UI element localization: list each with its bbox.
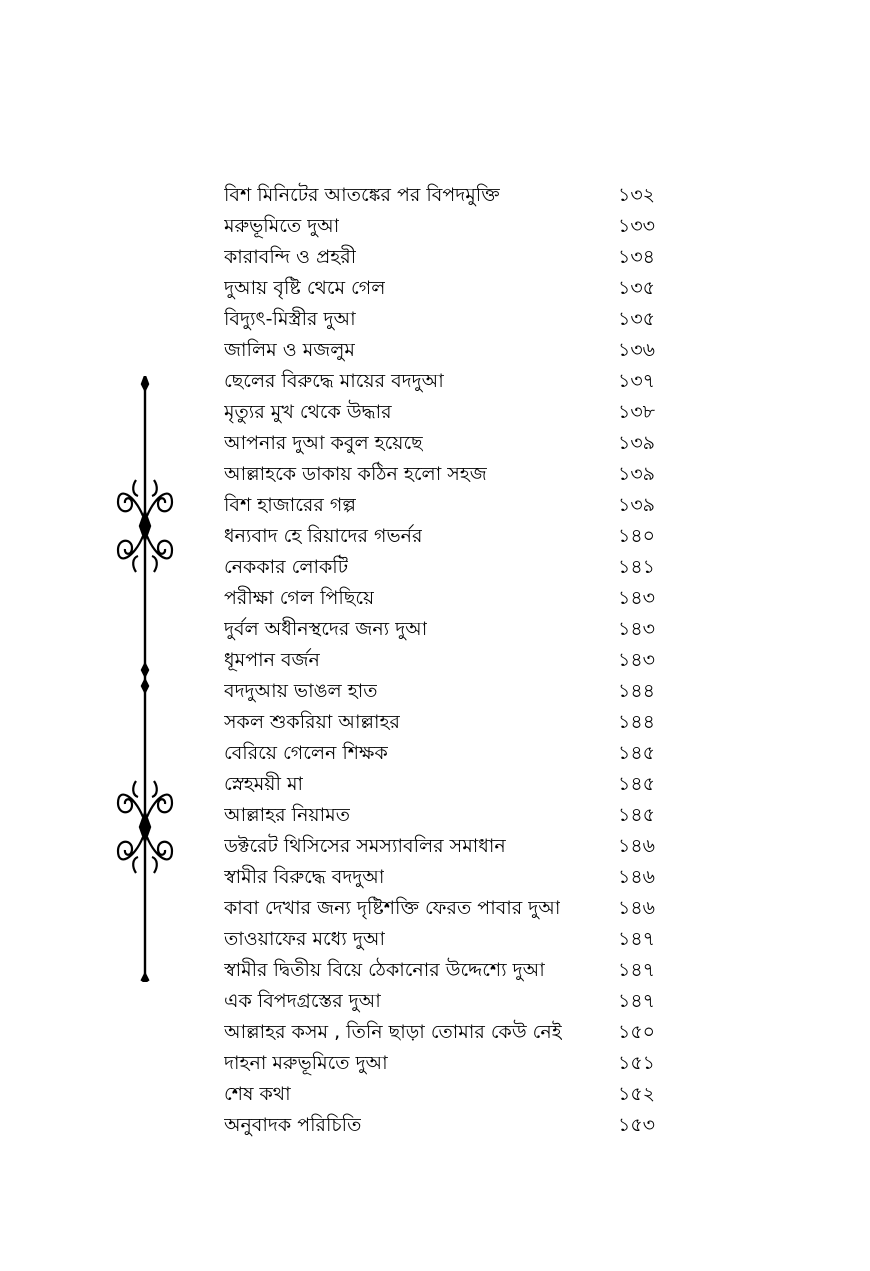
toc-entry-title: এক বিপদগ্রস্তের দুআ <box>224 990 381 1012</box>
toc-entry <box>224 211 664 242</box>
toc-entry-title: অনুবাদক পরিচিতি <box>224 1114 362 1136</box>
toc-entry-page-number: ১৩৯ <box>618 494 656 516</box>
toc-entry-page-number: ১৩৫ <box>618 308 656 330</box>
toc-entry <box>224 831 664 862</box>
toc-entry-title: শেষ কথা <box>224 1083 291 1105</box>
toc-entry-page-number: ১৩৬ <box>618 339 656 361</box>
toc-entry-title: ধূমপান বর্জন <box>224 649 320 671</box>
toc-entry-title: স্বামীর বিরুদ্ধে বদদুআ <box>224 866 385 888</box>
toc-entry-page-number: ১৪৬ <box>618 866 656 888</box>
toc-entry <box>224 707 664 738</box>
toc-entry <box>224 893 664 924</box>
toc-entry-title: আপনার দুআ কবুল হয়েছে <box>224 432 423 454</box>
toc-entry <box>224 614 664 645</box>
toc-entry-page-number: ১৪৫ <box>618 742 655 764</box>
toc-entry <box>224 459 664 490</box>
toc-entry-page-number: ১৩৫ <box>618 277 656 299</box>
toc-entry-title: পরীক্ষা গেল পিছিয়ে <box>224 587 375 609</box>
toc-entry-title: আল্লাহর নিয়ামত <box>224 804 350 826</box>
toc-entry-page-number: ১৩৩ <box>618 215 656 237</box>
toc-entry-title: দাহনা মরুভূমিতে দুআ <box>224 1052 388 1074</box>
toc-entry-page-number: ১৫৩ <box>618 1114 656 1136</box>
toc-entry-page-number: ১৪৭ <box>618 928 656 950</box>
toc-entry <box>224 583 664 614</box>
toc-entry <box>224 738 664 769</box>
toc-entry <box>224 180 664 211</box>
toc-entry-page-number: ১৩৭ <box>618 370 656 392</box>
toc-entry <box>224 769 664 800</box>
toc-entry <box>224 273 664 304</box>
toc-entry <box>224 397 664 428</box>
toc-entry <box>224 1048 664 1079</box>
toc-entry <box>224 335 664 366</box>
toc-entry-title: দুআয় বৃষ্টি থেমে গেল <box>224 277 386 299</box>
toc-entry <box>224 955 664 986</box>
toc-entry <box>224 676 664 707</box>
toc-entry-page-number: ১৩৮ <box>618 401 656 423</box>
toc-entry-page-number: ১৪৫ <box>618 773 655 795</box>
toc-entry-page-number: ১৫১ <box>618 1052 655 1074</box>
toc-entry-page-number: ১৪৩ <box>618 649 656 671</box>
toc-entry-page-number: ১৩৯ <box>618 432 656 454</box>
toc-entry-title: ধন্যবাদ হে রিয়াদের গভর্নর <box>224 525 423 547</box>
toc-entry-page-number: ১৪৭ <box>618 990 656 1012</box>
toc-entry-page-number: ১৪৬ <box>618 835 656 857</box>
toc-entry <box>224 862 664 893</box>
toc-entry-page-number: ১৪৪ <box>618 680 655 702</box>
toc-entry-page-number: ১৪৫ <box>618 804 655 826</box>
toc-entry <box>224 986 664 1017</box>
scroll-ornament-icon <box>110 376 180 982</box>
toc-entry-title: তাওয়াফের মধ্যে দুআ <box>224 928 385 950</box>
toc-entry-title: দুর্বল অধীনস্থদের জন্য দুআ <box>224 618 428 640</box>
toc-entry-title: ছেলের বিরুদ্ধে মায়ের বদদুআ <box>224 370 444 392</box>
toc-entry-page-number: ১৩৯ <box>618 463 656 485</box>
toc-entry <box>224 1017 664 1048</box>
toc-entry-title: জালিম ও মজলুম <box>224 339 355 361</box>
table-of-contents <box>224 180 664 1141</box>
toc-entry <box>224 304 664 335</box>
toc-entry-page-number: ১৪৩ <box>618 618 656 640</box>
toc-entry <box>224 552 664 583</box>
toc-entry <box>224 490 664 521</box>
toc-entry-title: মরুভূমিতে দুআ <box>224 215 340 237</box>
toc-entry-title: কাবা দেখার জন্য দৃষ্টিশক্তি ফেরত পাবার দুআ <box>224 897 561 919</box>
toc-entry-title: বদদুআয় ভাঙল হাত <box>224 680 378 702</box>
toc-entry <box>224 924 664 955</box>
toc-entry <box>224 1110 664 1141</box>
toc-entry-page-number: ১৩২ <box>618 184 656 206</box>
toc-entry-title: বেরিয়ে গেলেন শিক্ষক <box>224 742 388 764</box>
toc-entry-page-number: ১৪৩ <box>618 587 656 609</box>
toc-entry <box>224 428 664 459</box>
toc-entry-page-number: ১৫২ <box>618 1083 656 1105</box>
toc-entry-title: বিশ হাজারের গল্প <box>224 494 356 516</box>
toc-entry <box>224 521 664 552</box>
toc-entry-page-number: ১৪০ <box>618 525 656 547</box>
toc-entry-title: আল্লাহকে ডাকায় কঠিন হলো সহজ <box>224 463 487 485</box>
toc-entry-title: আল্লাহর কসম , তিনি ছাড়া তোমার কেউ নেই <box>224 1021 562 1043</box>
toc-entry-title: ডক্টরেট থিসিসের সমস্যাবলির সমাধান <box>224 835 506 857</box>
toc-entry <box>224 800 664 831</box>
toc-entry-title: নেককার লোকটি <box>224 556 349 578</box>
toc-entry-title: কারাবন্দি ও প্রহরী <box>224 246 357 268</box>
toc-entry <box>224 645 664 676</box>
toc-entry <box>224 366 664 397</box>
toc-entry-page-number: ১৪৬ <box>618 897 656 919</box>
toc-entry-title: বিশ মিনিটের আতঙ্কের পর বিপদমুক্তি <box>224 184 500 206</box>
toc-entry <box>224 242 664 273</box>
toc-entry-title: মৃত্যুর মুখ থেকে উদ্ধার <box>224 401 392 423</box>
toc-entry-page-number: ১৩৪ <box>618 246 656 268</box>
toc-entry-page-number: ১৪৭ <box>618 959 656 981</box>
toc-entry-page-number: ১৪৪ <box>618 711 655 733</box>
toc-entry-title: সকল শুকরিয়া আল্লাহর <box>224 711 400 733</box>
toc-entry <box>224 1079 664 1110</box>
toc-entry-page-number: ১৪১ <box>618 556 655 578</box>
toc-entry-title: বিদ্যুৎ-মিস্ত্রীর দুআ <box>224 308 356 330</box>
toc-entry-title: স্বামীর দ্বিতীয় বিয়ে ঠেকানোর উদ্দেশ্যে দুআ <box>224 959 545 981</box>
toc-entry-page-number: ১৫০ <box>618 1021 656 1043</box>
toc-entry-title: স্নেহময়ী মা <box>224 773 304 795</box>
